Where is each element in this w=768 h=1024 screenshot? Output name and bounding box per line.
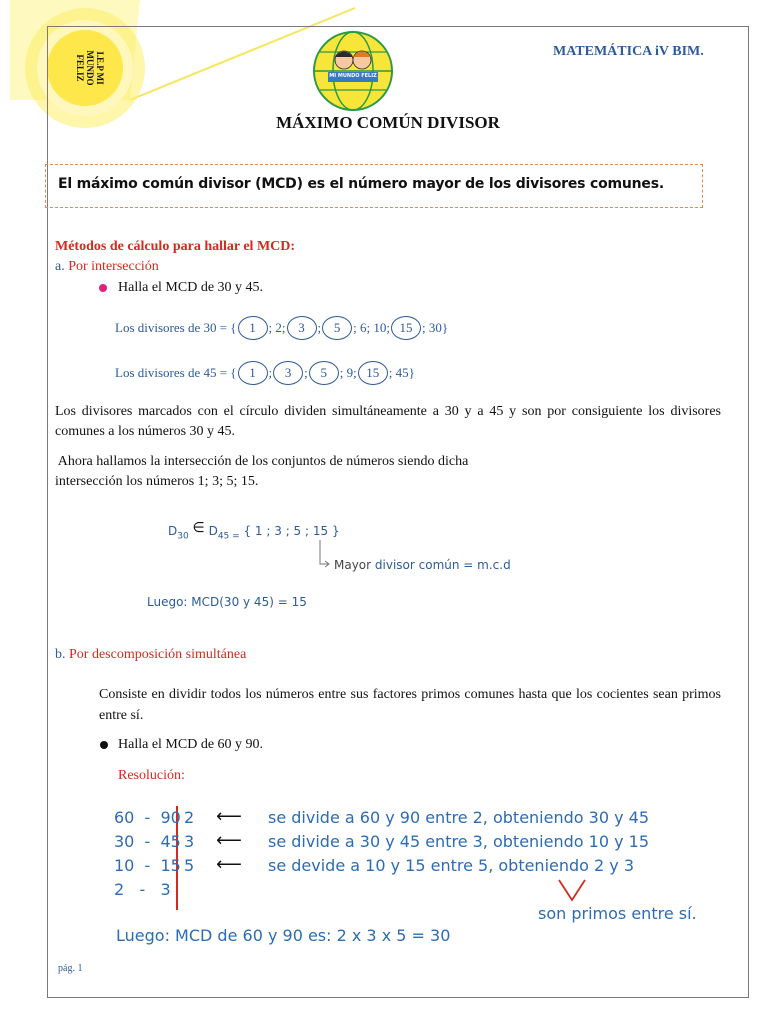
methods-heading: Métodos de cálculo para hallar el MCD: — [55, 239, 296, 254]
method-a-explanation: Los divisores marcados con el círculo dividen simultáneamente a 30 y a 45 y son por consiguiente los divisores comunes a los números 30 y 45. — [55, 404, 721, 439]
circled-divisor: 1 — [238, 361, 268, 385]
resolution-label: Resolución: — [118, 768, 185, 783]
method-b-heading — [55, 647, 246, 663]
divisors-45-row: Los divisores de 45 = { 1 ; 3 ; 5 ; 9; 15 ; 45} — [115, 361, 415, 385]
check-mark-icon — [557, 878, 587, 902]
divisor: 9 — [346, 365, 354, 380]
method-b-letter: b. — [55, 647, 66, 662]
mayor-rest: divisor común = m.c.d — [374, 558, 511, 572]
circled-divisor: 15 — [391, 316, 421, 340]
formula-sub-30: 30 — [177, 531, 189, 542]
decomp-factor: 3 — [184, 832, 195, 851]
page-title: MÁXIMO COMÚN DIVISOR — [276, 113, 500, 132]
method-a-result: Luego: MCD(30 y 45) = 15 — [147, 595, 307, 609]
divisors-45-label: Los divisores de 45 = { — [115, 365, 237, 380]
page-number: pág. 1 — [58, 963, 83, 974]
formula-d: D — [208, 524, 218, 538]
formula-sub-45: 45 = — [217, 531, 240, 542]
primos-note: son primos entre sí. — [538, 904, 697, 923]
decomp-factor: 5 — [184, 856, 195, 875]
decomp-note: se divide a 60 y 90 entre 2, obteniendo 30 y 45 — [268, 808, 649, 827]
divisor: 45 — [395, 365, 409, 380]
divisor: 2 — [275, 320, 282, 335]
decomp-pair: 2 - 3 — [114, 880, 171, 899]
divisors-30-row: Los divisores de 30 = { 1 ; 2; 3 ; 5 ; 6; 10; 15 ; 30} — [115, 316, 448, 340]
decomp-pair: 30 - 45 — [114, 832, 181, 851]
circled-divisor: 3 — [273, 361, 303, 385]
method-b-description: Consiste en dividir todos los números entre sus factores primos comunes hasta que los cocientes sean primos entre sí. — [99, 687, 721, 723]
definition-box — [45, 164, 703, 208]
mayor-note — [334, 558, 511, 572]
decomp-note: se divide a 30 y 45 entre 3, obteniendo 10 y 15 — [268, 832, 649, 851]
pointer-arrow-icon — [318, 540, 332, 568]
circled-divisor: 5 — [322, 316, 352, 340]
method-a-prompt: Halla el MCD de 30 y 45. — [118, 280, 264, 295]
decomp-pair: 60 - 90 — [114, 808, 181, 827]
definition-text: El máximo común divisor (MCD) es el número mayor de los divisores comunes. — [58, 176, 664, 192]
decomp-note: se devide a 10 y 15 entre 5, obteniendo 2 y 3 — [268, 856, 635, 875]
divisor: 10 — [373, 320, 387, 335]
left-arrow-icon: ⟵ — [216, 854, 242, 875]
method-a-name: Por intersección — [68, 259, 159, 274]
intersection-line-2: intersección los números 1; 3; 5; 15. — [55, 474, 259, 489]
bullet-icon — [99, 284, 107, 292]
method-a-letter: a. — [55, 259, 65, 274]
decomp-factor: 2 — [184, 808, 195, 827]
school-logo — [312, 30, 394, 112]
method-b-result: Luego: MCD de 60 y 90 es: 2 x 3 x 5 = 30 — [116, 926, 451, 945]
left-arrow-icon: ⟵ — [216, 806, 242, 827]
circled-divisor: 5 — [309, 361, 339, 385]
course-label: MATEMÁTICA iV BIM. — [553, 44, 704, 59]
circled-divisor: 15 — [358, 361, 388, 385]
element-of-symbol: ∈ — [192, 520, 205, 536]
logo-banner: MI MUNDO FELIZ — [329, 73, 377, 79]
school-name: I.E.P MI MUNDO FELIZ — [75, 50, 105, 86]
left-arrow-icon: ⟵ — [216, 830, 242, 851]
formula-d: D — [168, 524, 178, 538]
divisors-30-label: Los divisores de 30 = { — [115, 320, 237, 335]
formula-set: { 1 ; 3 ; 5 ; 15 } — [239, 524, 340, 538]
method-a-heading — [55, 259, 159, 275]
mayor-prefix: Mayor — [334, 558, 375, 572]
decomp-pair: 10 - 15 — [114, 856, 181, 875]
divisor: 6 — [360, 320, 367, 335]
intersection-line-1: Ahora hallamos la intersección de los conjuntos de números siendo dicha — [55, 454, 469, 469]
divisor: 30 — [428, 320, 442, 335]
circled-divisor: 1 — [238, 316, 268, 340]
intersection-formula — [168, 520, 340, 542]
circled-divisor: 3 — [287, 316, 317, 340]
method-b-prompt: Halla el MCD de 60 y 90. — [118, 737, 264, 752]
bullet-icon — [100, 741, 108, 749]
method-b-name: Por descomposición simultánea — [69, 647, 247, 662]
